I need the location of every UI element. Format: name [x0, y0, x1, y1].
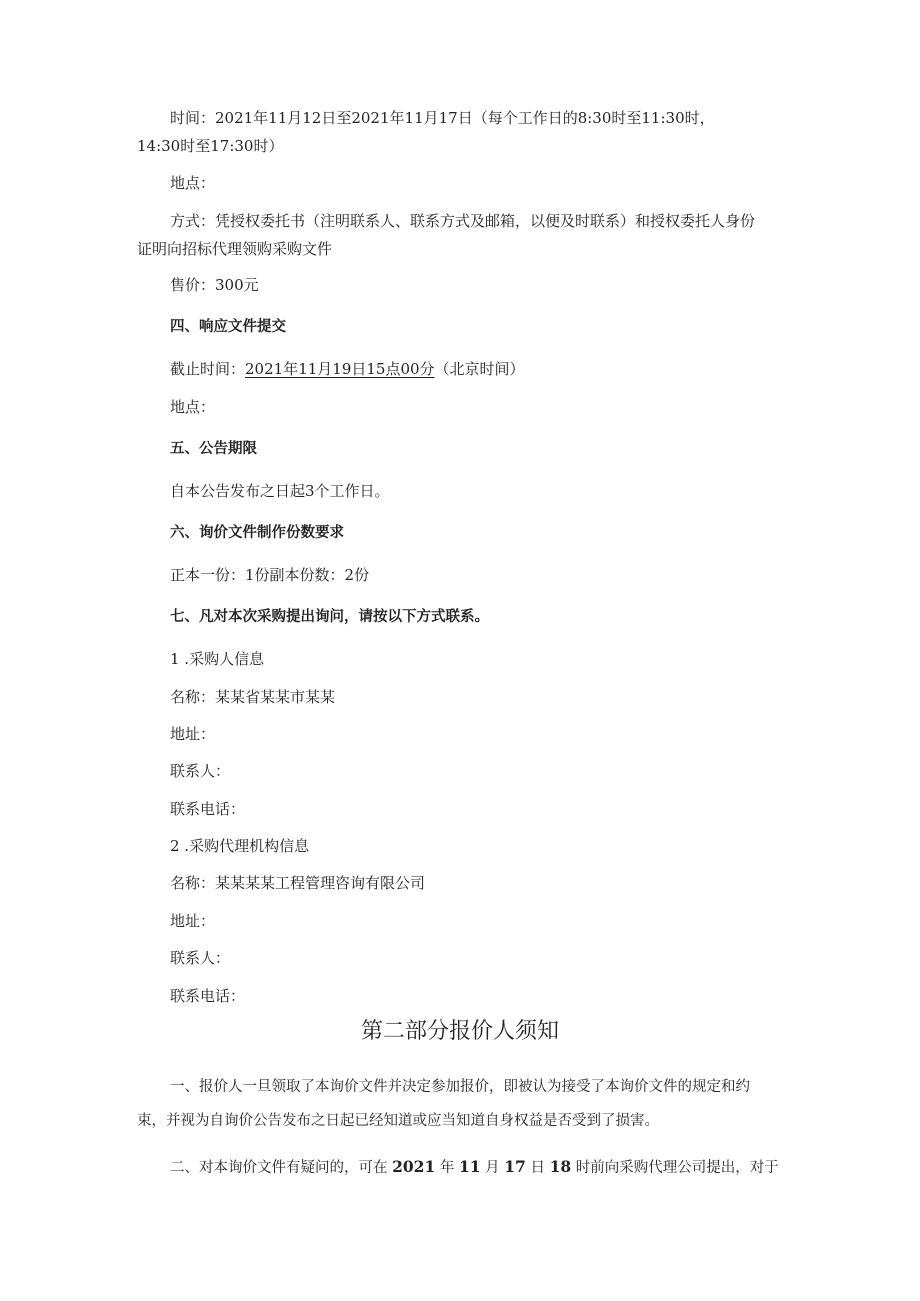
section-4-heading: 四、响应文件提交 — [170, 319, 286, 335]
purchaser-name: 名称：某某省某某市某某 — [170, 688, 336, 706]
deadline-value: 2021年11月19日15点00分 — [245, 360, 435, 378]
deadline-suffix: （北京时间） — [434, 360, 525, 378]
purchaser-phone: 联系电话： — [170, 800, 246, 818]
instruction-2-ri: 日 — [530, 1160, 545, 1176]
section-5-text: 自本公告发布之日起3个工作日。 — [170, 482, 390, 500]
deadline-label: 截止时间： — [170, 360, 246, 378]
deadline-line — [170, 359, 525, 379]
part-2-title: 第二部分报价人须知 — [360, 1019, 559, 1044]
sale-method-line-2: 证明向招标代理领购采购文件 — [137, 240, 333, 258]
section-6-text: 正本一份：1份副本份数：2份 — [170, 566, 370, 584]
agency-name: 名称：某某某某工程管理咨询有限公司 — [170, 874, 426, 892]
instruction-2-nian: 年 — [439, 1160, 455, 1176]
instruction-2-line-1 — [170, 1157, 779, 1178]
instruction-2-hour: 18 — [549, 1157, 572, 1176]
purchaser-address: 地址： — [170, 725, 216, 743]
section-6-heading: 六、询价文件制作份数要求 — [170, 525, 344, 541]
purchaser-contact: 联系人： — [170, 762, 231, 780]
instruction-1-line-2: 束，并视为自询价公告发布之日起已经知道或应当知道自身权益是否受到了损害。 — [137, 1113, 659, 1129]
sale-time-line-1: 时间：2021年11月12日至2021年11月17日（每个工作日的8:30时至11:30时， — [170, 109, 715, 127]
sale-place: 地点： — [170, 174, 216, 192]
instruction-2-year: 2021 — [392, 1157, 436, 1176]
instruction-2-suffix: 时前向采购代理公司提出，对于 — [575, 1160, 779, 1176]
agency-phone: 联系电话： — [170, 987, 246, 1005]
sale-method-line-1: 方式：凭授权委托书（注明联系人、联系方式及邮箱，以便及时联系）和授权委托人身份 — [170, 212, 756, 230]
sale-time-line-2: 14:30时至17:30时） — [137, 137, 284, 155]
instruction-2-day: 17 — [504, 1157, 526, 1176]
instruction-2-prefix: 二、对本询价文件有疑问的，可在 — [170, 1160, 388, 1176]
agency-info-title: 2 .采购代理机构信息 — [170, 837, 310, 855]
instruction-2-month: 11 — [458, 1157, 481, 1176]
purchaser-info-title: 1 .采购人信息 — [170, 650, 265, 668]
instruction-1-line-1: 一、报价人一旦领取了本询价文件并决定参加报价，即被认为接受了本询价文件的规定和约 — [170, 1079, 750, 1095]
submission-place: 地点： — [170, 398, 216, 416]
section-5-heading: 五、公告期限 — [170, 441, 257, 457]
agency-address: 地址： — [170, 912, 216, 930]
sale-price: 售价：300元 — [170, 276, 259, 294]
section-7-heading: 七、凡对本次采购提出询问，请按以下方式联系。 — [170, 609, 489, 625]
agency-contact: 联系人： — [170, 949, 231, 967]
instruction-2-yue: 月 — [485, 1160, 500, 1176]
